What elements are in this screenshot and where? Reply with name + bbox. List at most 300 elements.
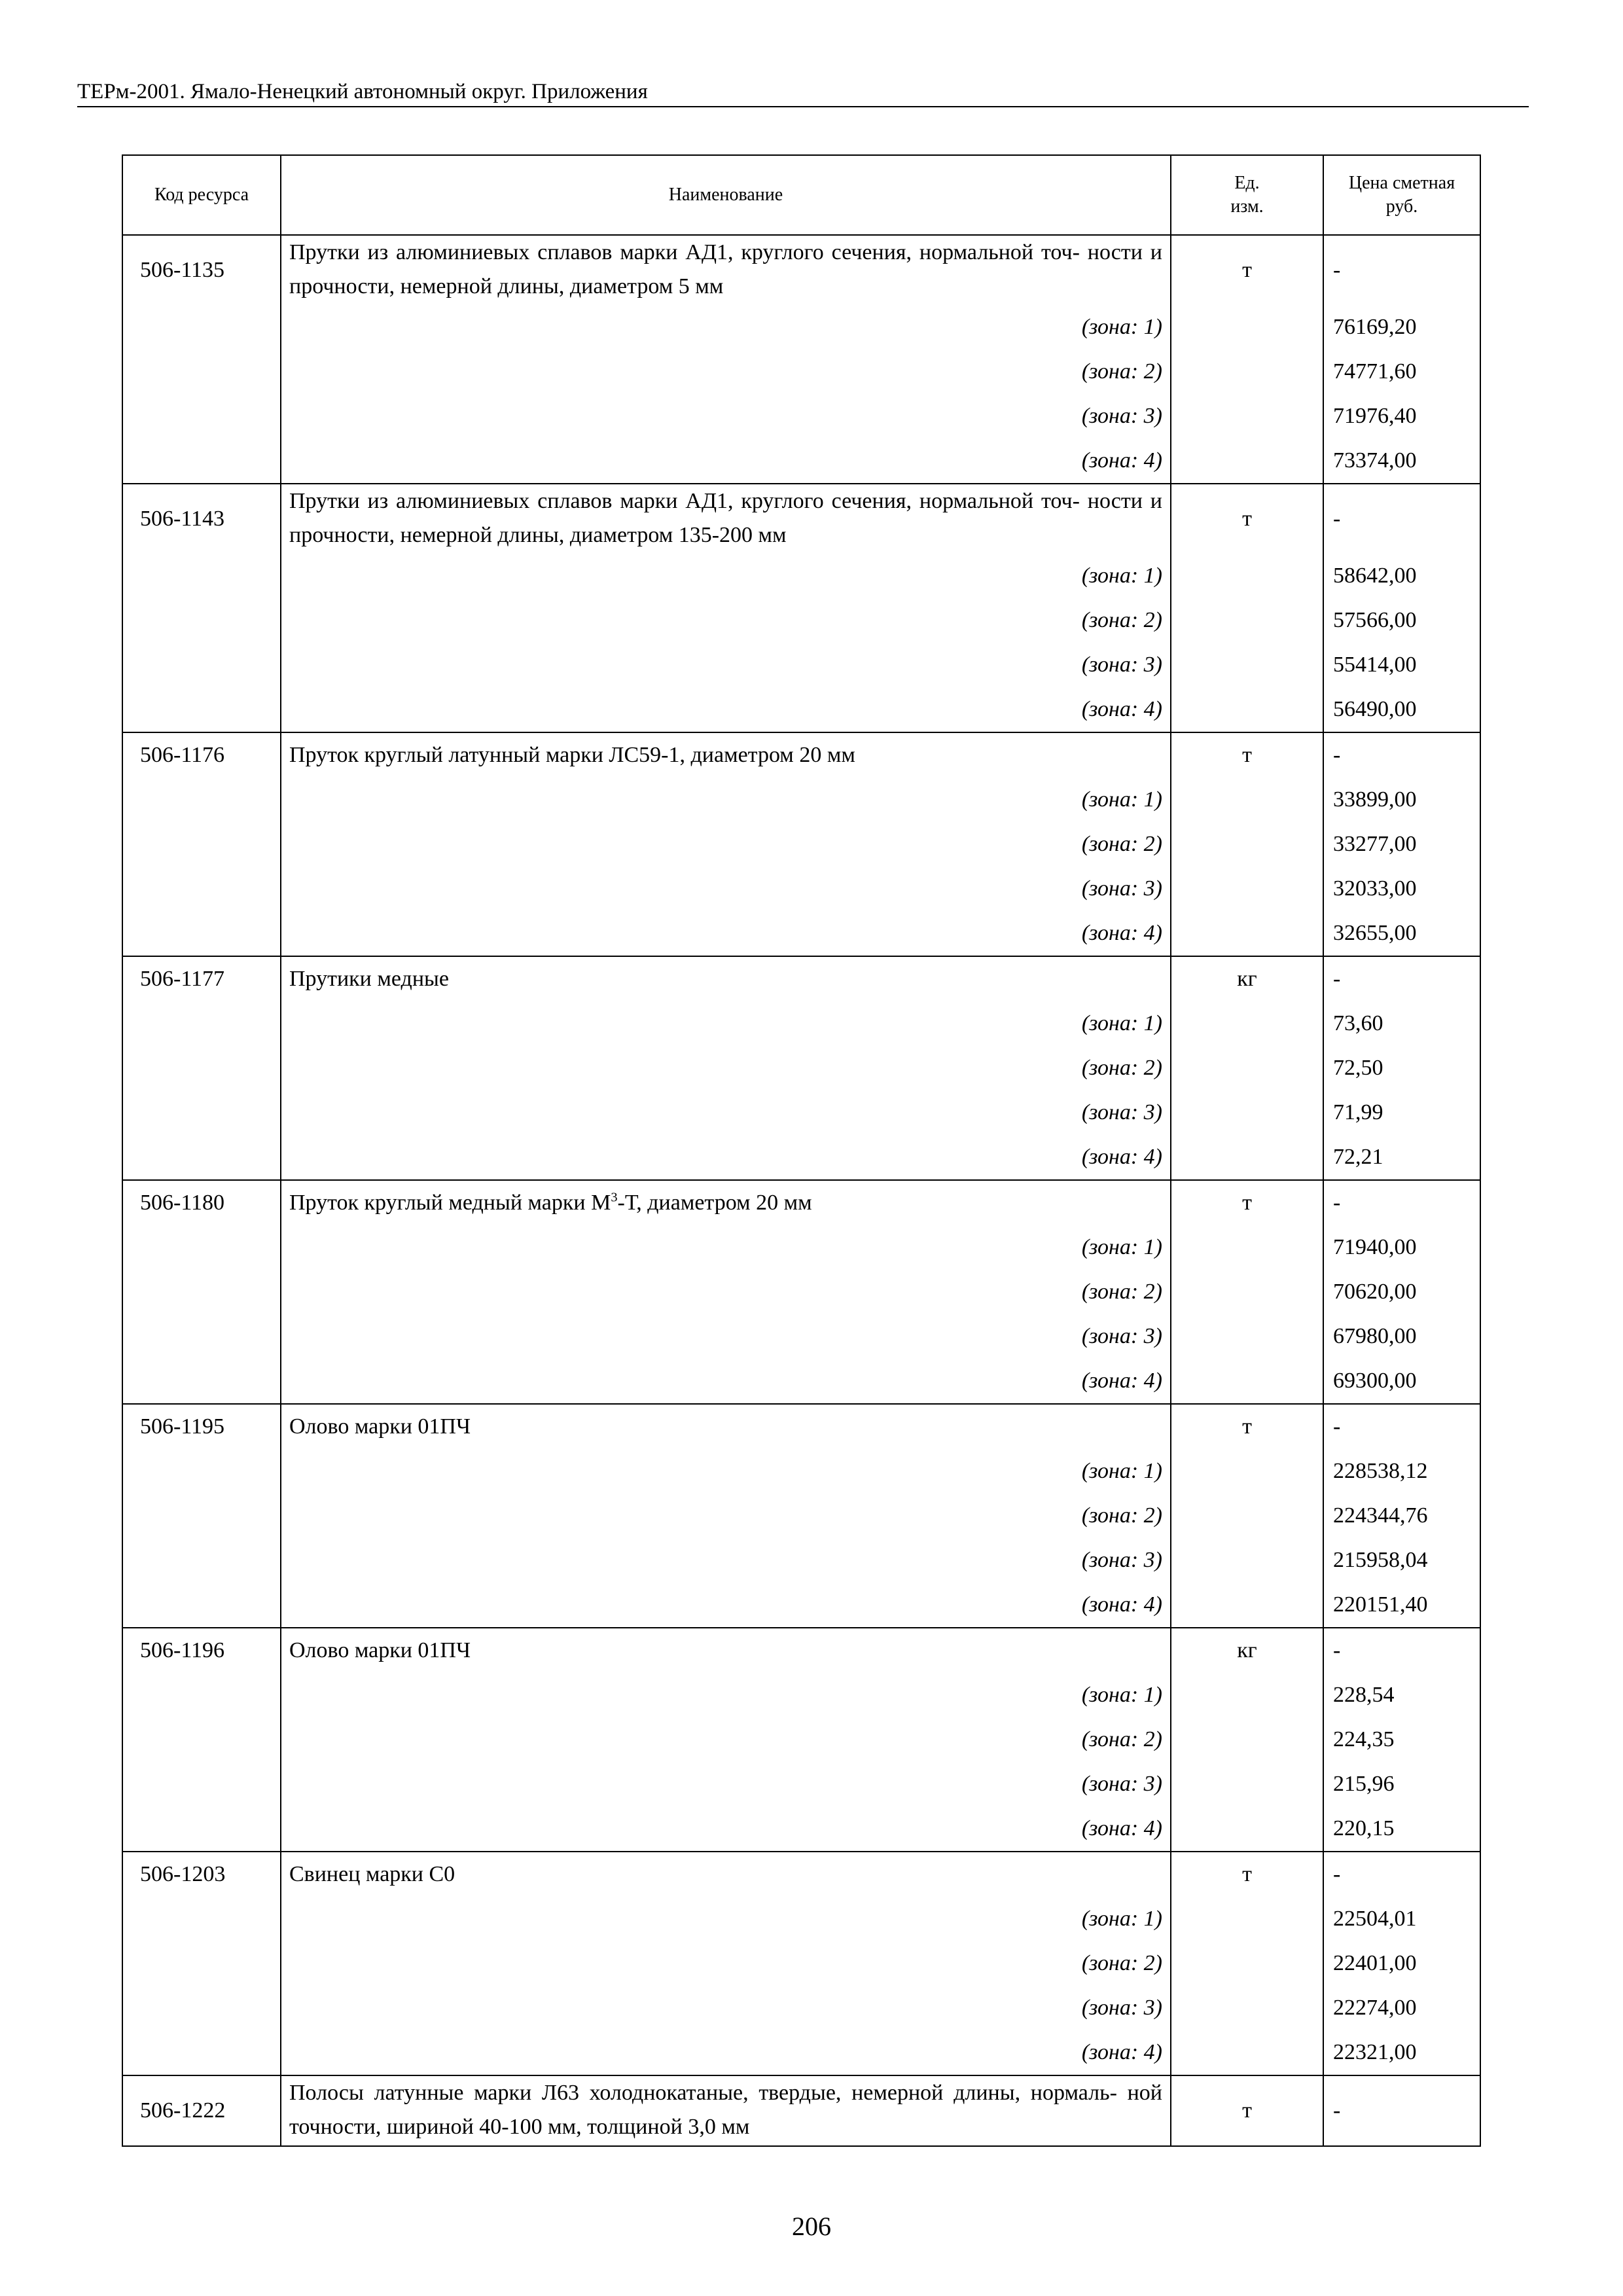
empty-cell [140,439,280,483]
table-row [122,484,1480,554]
zone-price-cell [1323,1359,1480,1404]
empty-cell [140,1046,280,1090]
zone-price-cell [1323,1986,1480,2030]
zone-row [122,1046,1480,1090]
empty-cell [1171,305,1323,350]
zone-label: (зона: 1) [1081,315,1162,339]
table-row [122,956,1480,1001]
zone-price: 57566,00 [1333,608,1417,632]
zone-label: (зона: 2) [1081,832,1162,856]
zone-price-cell [1323,1090,1480,1135]
zone-label-cell [281,1135,1171,1180]
unit-cell [1171,235,1323,305]
empty-cell [140,1986,280,2030]
zone-row [122,1583,1480,1628]
zone-label: (зона: 2) [1081,608,1162,632]
zone-price-cell [1323,1538,1480,1583]
empty-code-cell [122,1001,281,1046]
zone-label: (зона: 3) [1081,1772,1162,1796]
zone-label-cell [281,778,1171,822]
zone-row [122,1001,1480,1046]
price-value: - [1333,1862,1341,1886]
zone-label-cell [281,1717,1171,1762]
zone-label-cell [281,1941,1171,1986]
empty-cell [1171,1314,1323,1359]
zone-label-cell [281,554,1171,598]
zone-price-cell [1323,822,1480,867]
empty-cell [1171,1449,1323,1494]
resource-code: 506-1143 [140,507,225,531]
unit-cell [1171,484,1323,554]
empty-unit-cell [1171,1673,1323,1717]
price-value: - [1333,967,1341,991]
empty-code-cell [122,1090,281,1135]
resource-code: 506-1222 [140,2098,226,2123]
resource-name-cell [281,1852,1171,1897]
zone-label: (зона: 1) [1081,1907,1162,1931]
empty-cell [1171,1986,1323,2030]
empty-code-cell [122,1717,281,1762]
empty-code-cell [122,394,281,439]
zone-label-cell [281,350,1171,394]
zone-row [122,1762,1480,1806]
empty-cell [1171,1941,1323,1986]
empty-code-cell [122,1673,281,1717]
price-cell [1323,1180,1480,1225]
zone-price-cell [1323,911,1480,956]
column-header-price-line2: руб. [1385,196,1418,217]
empty-cell [140,2030,280,2075]
empty-cell [140,1806,280,1851]
zone-label-cell [281,598,1171,643]
zone-label-cell [281,439,1171,484]
zone-price: 22401,00 [1333,1951,1417,1975]
empty-unit-cell [1171,305,1323,350]
zone-price: 69300,00 [1333,1369,1417,1393]
zone-price: 55414,00 [1333,653,1417,677]
zone-price-cell [1323,1806,1480,1852]
empty-unit-cell [1171,1538,1323,1583]
table-row [122,2075,1480,2146]
empty-cell [1171,1001,1323,1046]
zone-label: (зона: 3) [1081,653,1162,677]
empty-cell [1171,778,1323,822]
zone-row [122,1986,1480,2030]
resource-name [289,957,1162,1001]
zone-row [122,687,1480,732]
empty-code-cell [122,822,281,867]
empty-cell [140,1225,280,1270]
resource-name-cell [281,732,1171,778]
empty-cell [1171,1225,1323,1270]
zone-price-cell [1323,1941,1480,1986]
resource-name-cell [281,235,1171,305]
empty-unit-cell [1171,554,1323,598]
zone-label-cell [281,643,1171,687]
zone-label-cell [281,687,1171,732]
empty-code-cell [122,687,281,732]
resource-code: 506-1195 [140,1414,225,1439]
zone-row [122,1314,1480,1359]
zone-price: 224344,76 [1333,1503,1428,1528]
empty-cell [1171,1673,1323,1717]
zone-price-cell [1323,554,1480,598]
zone-price-cell [1323,778,1480,822]
empty-unit-cell [1171,1135,1323,1180]
resource-code: 506-1203 [140,1862,226,1886]
zone-label: (зона: 1) [1081,1235,1162,1259]
empty-unit-cell [1171,687,1323,732]
zone-price: 220,15 [1333,1816,1395,1840]
page-number: 206 [792,2212,831,2241]
empty-code-cell [122,778,281,822]
price-cell [1323,956,1480,1001]
empty-cell [1171,1806,1323,1851]
zone-label-cell [281,1986,1171,2030]
price-value: - [1333,507,1341,531]
zone-price-cell [1323,1135,1480,1180]
zone-price-cell [1323,1225,1480,1270]
empty-code-cell [122,1225,281,1270]
empty-unit-cell [1171,1359,1323,1404]
empty-cell [140,911,280,956]
zone-row [122,1270,1480,1314]
table-row [122,1852,1480,1897]
empty-cell [140,867,280,911]
resource-code-cell [122,732,281,778]
resource-name-text [289,1186,1162,1220]
zone-row [122,1897,1480,1941]
empty-code-cell [122,1897,281,1941]
resource-name-text: Пруток круглый латунный марки ЛС59-1, диаметром 20 мм [289,743,855,767]
zone-price: 73,60 [1333,1011,1383,1035]
resource-code: 506-1177 [140,967,225,991]
zone-label-cell [281,1001,1171,1046]
empty-cell [1171,2030,1323,2075]
empty-cell [140,305,280,350]
resource-code-cell [122,484,281,554]
zone-label: (зона: 2) [1081,1951,1162,1975]
zone-row [122,1806,1480,1852]
empty-cell [140,1897,280,1941]
zone-price-cell [1323,1762,1480,1806]
zone-price: 72,21 [1333,1145,1383,1169]
zone-row [122,554,1480,598]
zone-label-cell [281,1762,1171,1806]
empty-unit-cell [1171,2030,1323,2075]
resource-name-cell [281,1628,1171,1673]
zone-row [122,867,1480,911]
zone-label: (зона: 4) [1081,697,1162,721]
zone-label: (зона: 2) [1081,359,1162,384]
resource-code: 506-1176 [140,743,225,767]
zone-label: (зона: 4) [1081,2040,1162,2064]
empty-cell [140,350,280,394]
zone-row [122,1225,1480,1270]
resource-name-text: Олово марки 01ПЧ [289,1414,471,1439]
zone-price: 22504,01 [1333,1907,1417,1931]
price-cell [1323,2075,1480,2146]
unit-cell [1171,2075,1323,2146]
table-row [122,235,1480,305]
zone-row [122,394,1480,439]
empty-cell [140,1270,280,1314]
zone-row [122,1494,1480,1538]
zone-row [122,1538,1480,1583]
empty-cell [140,822,280,867]
empty-code-cell [122,1359,281,1404]
unit-value: т [1242,1862,1252,1886]
empty-code-cell [122,1270,281,1314]
page-header [77,79,1529,107]
zone-label: (зона: 2) [1081,1727,1162,1751]
zone-row [122,911,1480,956]
zone-label: (зона: 3) [1081,1996,1162,2020]
empty-cell [1171,643,1323,687]
zone-price: 32655,00 [1333,921,1417,945]
empty-cell [140,1673,280,1717]
zone-label: (зона: 2) [1081,1280,1162,1304]
empty-cell [140,1314,280,1359]
unit-value: т [1242,258,1252,282]
resource-name-cell [281,484,1171,554]
empty-code-cell [122,1762,281,1806]
zone-label: (зона: 4) [1081,448,1162,473]
zone-label: (зона: 4) [1081,1816,1162,1840]
zone-label-cell [281,1225,1171,1270]
empty-unit-cell [1171,394,1323,439]
resource-code-cell [122,1852,281,1897]
zone-price-cell [1323,350,1480,394]
zone-label: (зона: 3) [1081,404,1162,428]
table-row [122,1628,1480,1673]
resource-code-cell [122,2075,281,2146]
zone-label: (зона: 3) [1081,1548,1162,1572]
unit-cell [1171,1628,1323,1673]
zone-price: 228,54 [1333,1683,1395,1707]
empty-unit-cell [1171,1762,1323,1806]
resource-name-text: Олово марки 01ПЧ [289,1638,471,1662]
price-cell [1323,1404,1480,1449]
resource-name-text: Прутки из алюминиевых сплавов марки АД1, круглого сечения, нормальной точ- ности и прочности, немерной длины, диаметром 135-200 мм [289,489,1162,547]
zone-row [122,598,1480,643]
resource-name [289,1628,1162,1673]
zone-price: 220151,40 [1333,1592,1428,1617]
resource-name-text: Прутки из алюминиевых сплавов марки АД1, круглого сечения, нормальной точ- ности и прочности, немерной длины, диаметром 5 мм [289,240,1162,298]
empty-cell [140,1001,280,1046]
price-cell [1323,484,1480,554]
resource-name-text: Свинец марки С0 [289,1862,455,1886]
empty-unit-cell [1171,643,1323,687]
zone-row [122,1135,1480,1180]
zone-price-cell [1323,1449,1480,1494]
empty-code-cell [122,1538,281,1583]
zone-row [122,643,1480,687]
empty-code-cell [122,439,281,484]
empty-unit-cell [1171,1717,1323,1762]
zone-row [122,1673,1480,1717]
resource-name [289,1852,1162,1897]
column-header-code: Код ресурса [122,155,281,235]
empty-cell [140,1494,280,1538]
empty-unit-cell [1171,778,1323,822]
empty-cell [1171,1090,1323,1135]
column-header-price [1323,155,1480,235]
empty-unit-cell [1171,1090,1323,1135]
resource-name-text: Прутики медные [289,967,449,991]
empty-unit-cell [1171,911,1323,956]
empty-unit-cell [1171,822,1323,867]
resource-name-cell [281,1180,1171,1225]
zone-row [122,1941,1480,1986]
resource-code-cell [122,1404,281,1449]
zone-price: 76169,20 [1333,315,1417,339]
zone-label: (зона: 1) [1081,1011,1162,1035]
empty-code-cell [122,2030,281,2075]
zone-price-cell [1323,1494,1480,1538]
unit-value: т [1242,743,1252,767]
price-cell [1323,1628,1480,1673]
unit-value: т [1242,2098,1252,2123]
empty-cell [1171,439,1323,483]
zone-row [122,2030,1480,2075]
resource-name [289,733,1162,778]
zone-price-cell [1323,439,1480,484]
zone-price-cell [1323,2030,1480,2075]
zone-price-cell [1323,1583,1480,1628]
resource-name-cell [281,1404,1171,1449]
unit-cell [1171,732,1323,778]
resource-name [289,1181,1162,1225]
zone-label: (зона: 1) [1081,1683,1162,1707]
unit-value: т [1242,1414,1252,1439]
empty-unit-cell [1171,1941,1323,1986]
unit-cell [1171,1852,1323,1897]
resource-code-cell [122,1180,281,1225]
zone-price: 71,99 [1333,1100,1383,1124]
empty-code-cell [122,1314,281,1359]
price-value: - [1333,1414,1341,1439]
resource-name [289,236,1162,305]
zone-price: 71940,00 [1333,1235,1417,1259]
document-title: ТЕРм-2001. Ямало-Ненецкий автономный округ. Приложения [77,80,648,103]
table-row [122,732,1480,778]
empty-code-cell [122,867,281,911]
empty-unit-cell [1171,867,1323,911]
zone-price-cell [1323,1897,1480,1941]
unit-value: кг [1237,1638,1257,1662]
resource-code: 506-1180 [140,1191,225,1215]
zone-price-cell [1323,1001,1480,1046]
empty-cell [1171,1762,1323,1806]
price-cell [1323,235,1480,305]
zone-row [122,350,1480,394]
empty-code-cell [122,554,281,598]
empty-code-cell [122,1046,281,1090]
price-value: - [1333,743,1341,767]
zone-label: (зона: 2) [1081,1503,1162,1528]
zone-label-cell [281,1897,1171,1941]
empty-cell [1171,1359,1323,1403]
empty-code-cell [122,1583,281,1628]
empty-cell [1171,1135,1323,1179]
resource-code-cell [122,956,281,1001]
zone-label: (зона: 1) [1081,1459,1162,1483]
zone-label: (зона: 3) [1081,876,1162,901]
empty-cell [1171,687,1323,732]
empty-cell [1171,1494,1323,1538]
empty-unit-cell [1171,439,1323,484]
column-header-price-line1: Цена сметная [1348,173,1455,193]
zone-price: 22321,00 [1333,2040,1417,2064]
empty-cell [140,1538,280,1583]
empty-unit-cell [1171,1449,1323,1494]
empty-code-cell [122,305,281,350]
empty-cell [1171,598,1323,643]
empty-code-cell [122,1449,281,1494]
price-cell [1323,732,1480,778]
table-row [122,1180,1480,1225]
empty-unit-cell [1171,1806,1323,1852]
price-value: - [1333,258,1341,282]
price-value: - [1333,2098,1341,2123]
empty-unit-cell [1171,1001,1323,1046]
empty-cell [1171,911,1323,956]
zone-price: 67980,00 [1333,1324,1417,1348]
empty-cell [1171,554,1323,598]
zone-price-cell [1323,1673,1480,1717]
zone-label-cell [281,1314,1171,1359]
zone-price: 74771,60 [1333,359,1417,384]
price-value: - [1333,1191,1341,1215]
empty-cell [1171,822,1323,867]
zone-price: 73374,00 [1333,448,1417,473]
zone-label-cell [281,1806,1171,1852]
price-cell [1323,1852,1480,1897]
column-header-name: Наименование [281,155,1171,235]
empty-cell [1171,1538,1323,1583]
empty-code-cell [122,1135,281,1180]
price-table [122,154,1481,2147]
empty-cell [140,554,280,598]
empty-unit-cell [1171,1270,1323,1314]
empty-cell [1171,1717,1323,1762]
zone-label: (зона: 2) [1081,1056,1162,1080]
zone-price-cell [1323,1314,1480,1359]
resource-name-part: Пруток круглый медный марки М [289,1191,611,1215]
empty-cell [1171,1583,1323,1627]
zone-label-cell [281,1538,1171,1583]
empty-cell [140,1359,280,1403]
empty-unit-cell [1171,1897,1323,1941]
zone-price: 72,50 [1333,1056,1383,1080]
column-header-unit-line1: Ед. [1234,173,1260,193]
resource-name-part: -Т, диаметром 20 мм [617,1191,812,1215]
zone-price-cell [1323,394,1480,439]
resource-name-cell [281,2075,1171,2146]
resource-name-cell [281,956,1171,1001]
empty-cell [1171,1897,1323,1941]
empty-code-cell [122,1941,281,1986]
zone-label: (зона: 3) [1081,1100,1162,1124]
zone-label: (зона: 1) [1081,787,1162,812]
zone-price: 22274,00 [1333,1996,1417,2020]
empty-unit-cell [1171,350,1323,394]
zone-row [122,439,1480,484]
zone-label-cell [281,1359,1171,1404]
resource-name [289,484,1162,554]
zone-price: 56490,00 [1333,697,1417,721]
